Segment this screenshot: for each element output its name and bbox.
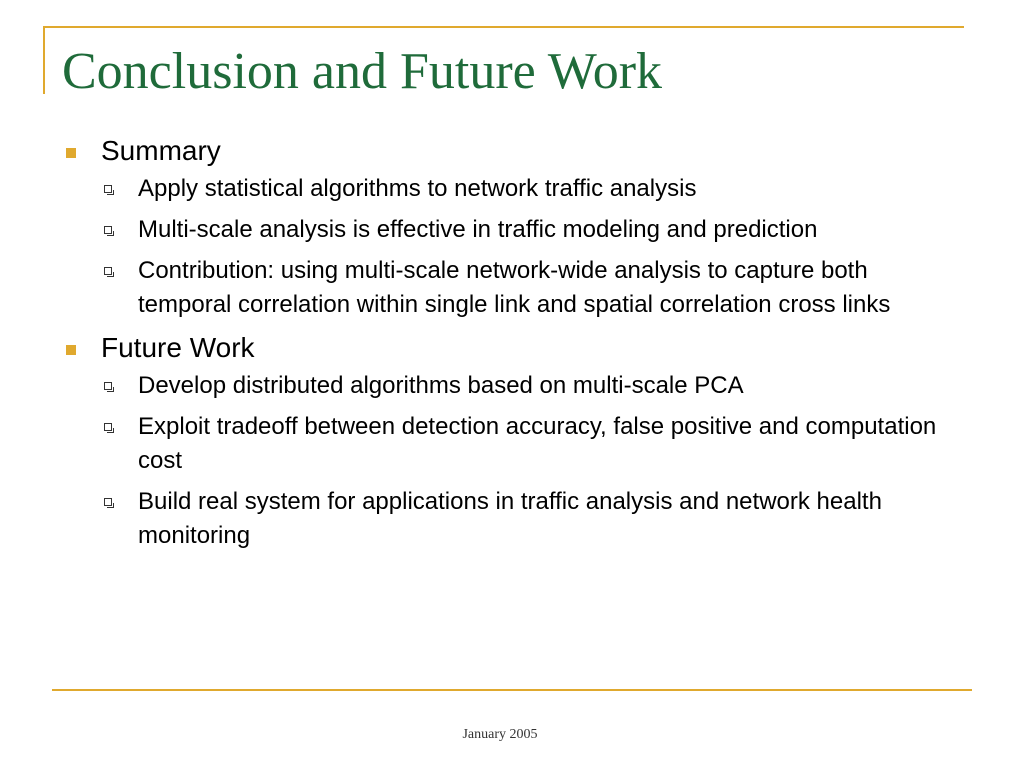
list-item-text: Multi-scale analysis is effective in traffic modeling and prediction — [138, 216, 818, 243]
footer-date: January 2005 — [462, 727, 538, 742]
list-item-text: Contribution: using multi-scale network-wide analysis to capture both temporal correlation within single link and spatial correlation cross links — [138, 257, 891, 318]
list-item — [62, 369, 962, 403]
list-item — [62, 410, 962, 478]
hollow-square-bullet-icon — [104, 267, 112, 275]
section-summary — [62, 132, 962, 322]
hollow-square-bullet-icon — [104, 185, 112, 193]
section-items — [62, 172, 962, 322]
list-item-text: Exploit tradeoff between detection accuracy, false positive and computation cost — [138, 413, 937, 474]
list-item — [62, 213, 962, 247]
square-bullet-icon — [66, 148, 76, 158]
section-items — [62, 369, 962, 553]
section-heading-text: Summary — [101, 135, 221, 166]
title-frame-top-rule — [43, 26, 964, 28]
list-item-text: Build real system for applications in traffic analysis and network health monitoring — [138, 488, 882, 549]
section-heading — [62, 132, 962, 170]
hollow-square-bullet-icon — [104, 423, 112, 431]
slide-content — [62, 132, 962, 560]
section-future-work — [62, 329, 962, 553]
list-item-text: Apply statistical algorithms to network traffic analysis — [138, 175, 697, 202]
hollow-square-bullet-icon — [104, 382, 112, 390]
square-bullet-icon — [66, 345, 76, 355]
section-heading — [62, 329, 962, 367]
list-item-text: Develop distributed algorithms based on multi-scale PCA — [138, 372, 744, 399]
list-item — [62, 172, 962, 206]
footer-divider — [52, 689, 972, 691]
list-item — [62, 485, 962, 553]
slide-title: Conclusion and Future Work — [62, 43, 663, 100]
title-frame-left-rule — [43, 26, 45, 94]
hollow-square-bullet-icon — [104, 498, 112, 506]
section-heading-text: Future Work — [101, 332, 255, 363]
hollow-square-bullet-icon — [104, 226, 112, 234]
list-item — [62, 254, 962, 322]
